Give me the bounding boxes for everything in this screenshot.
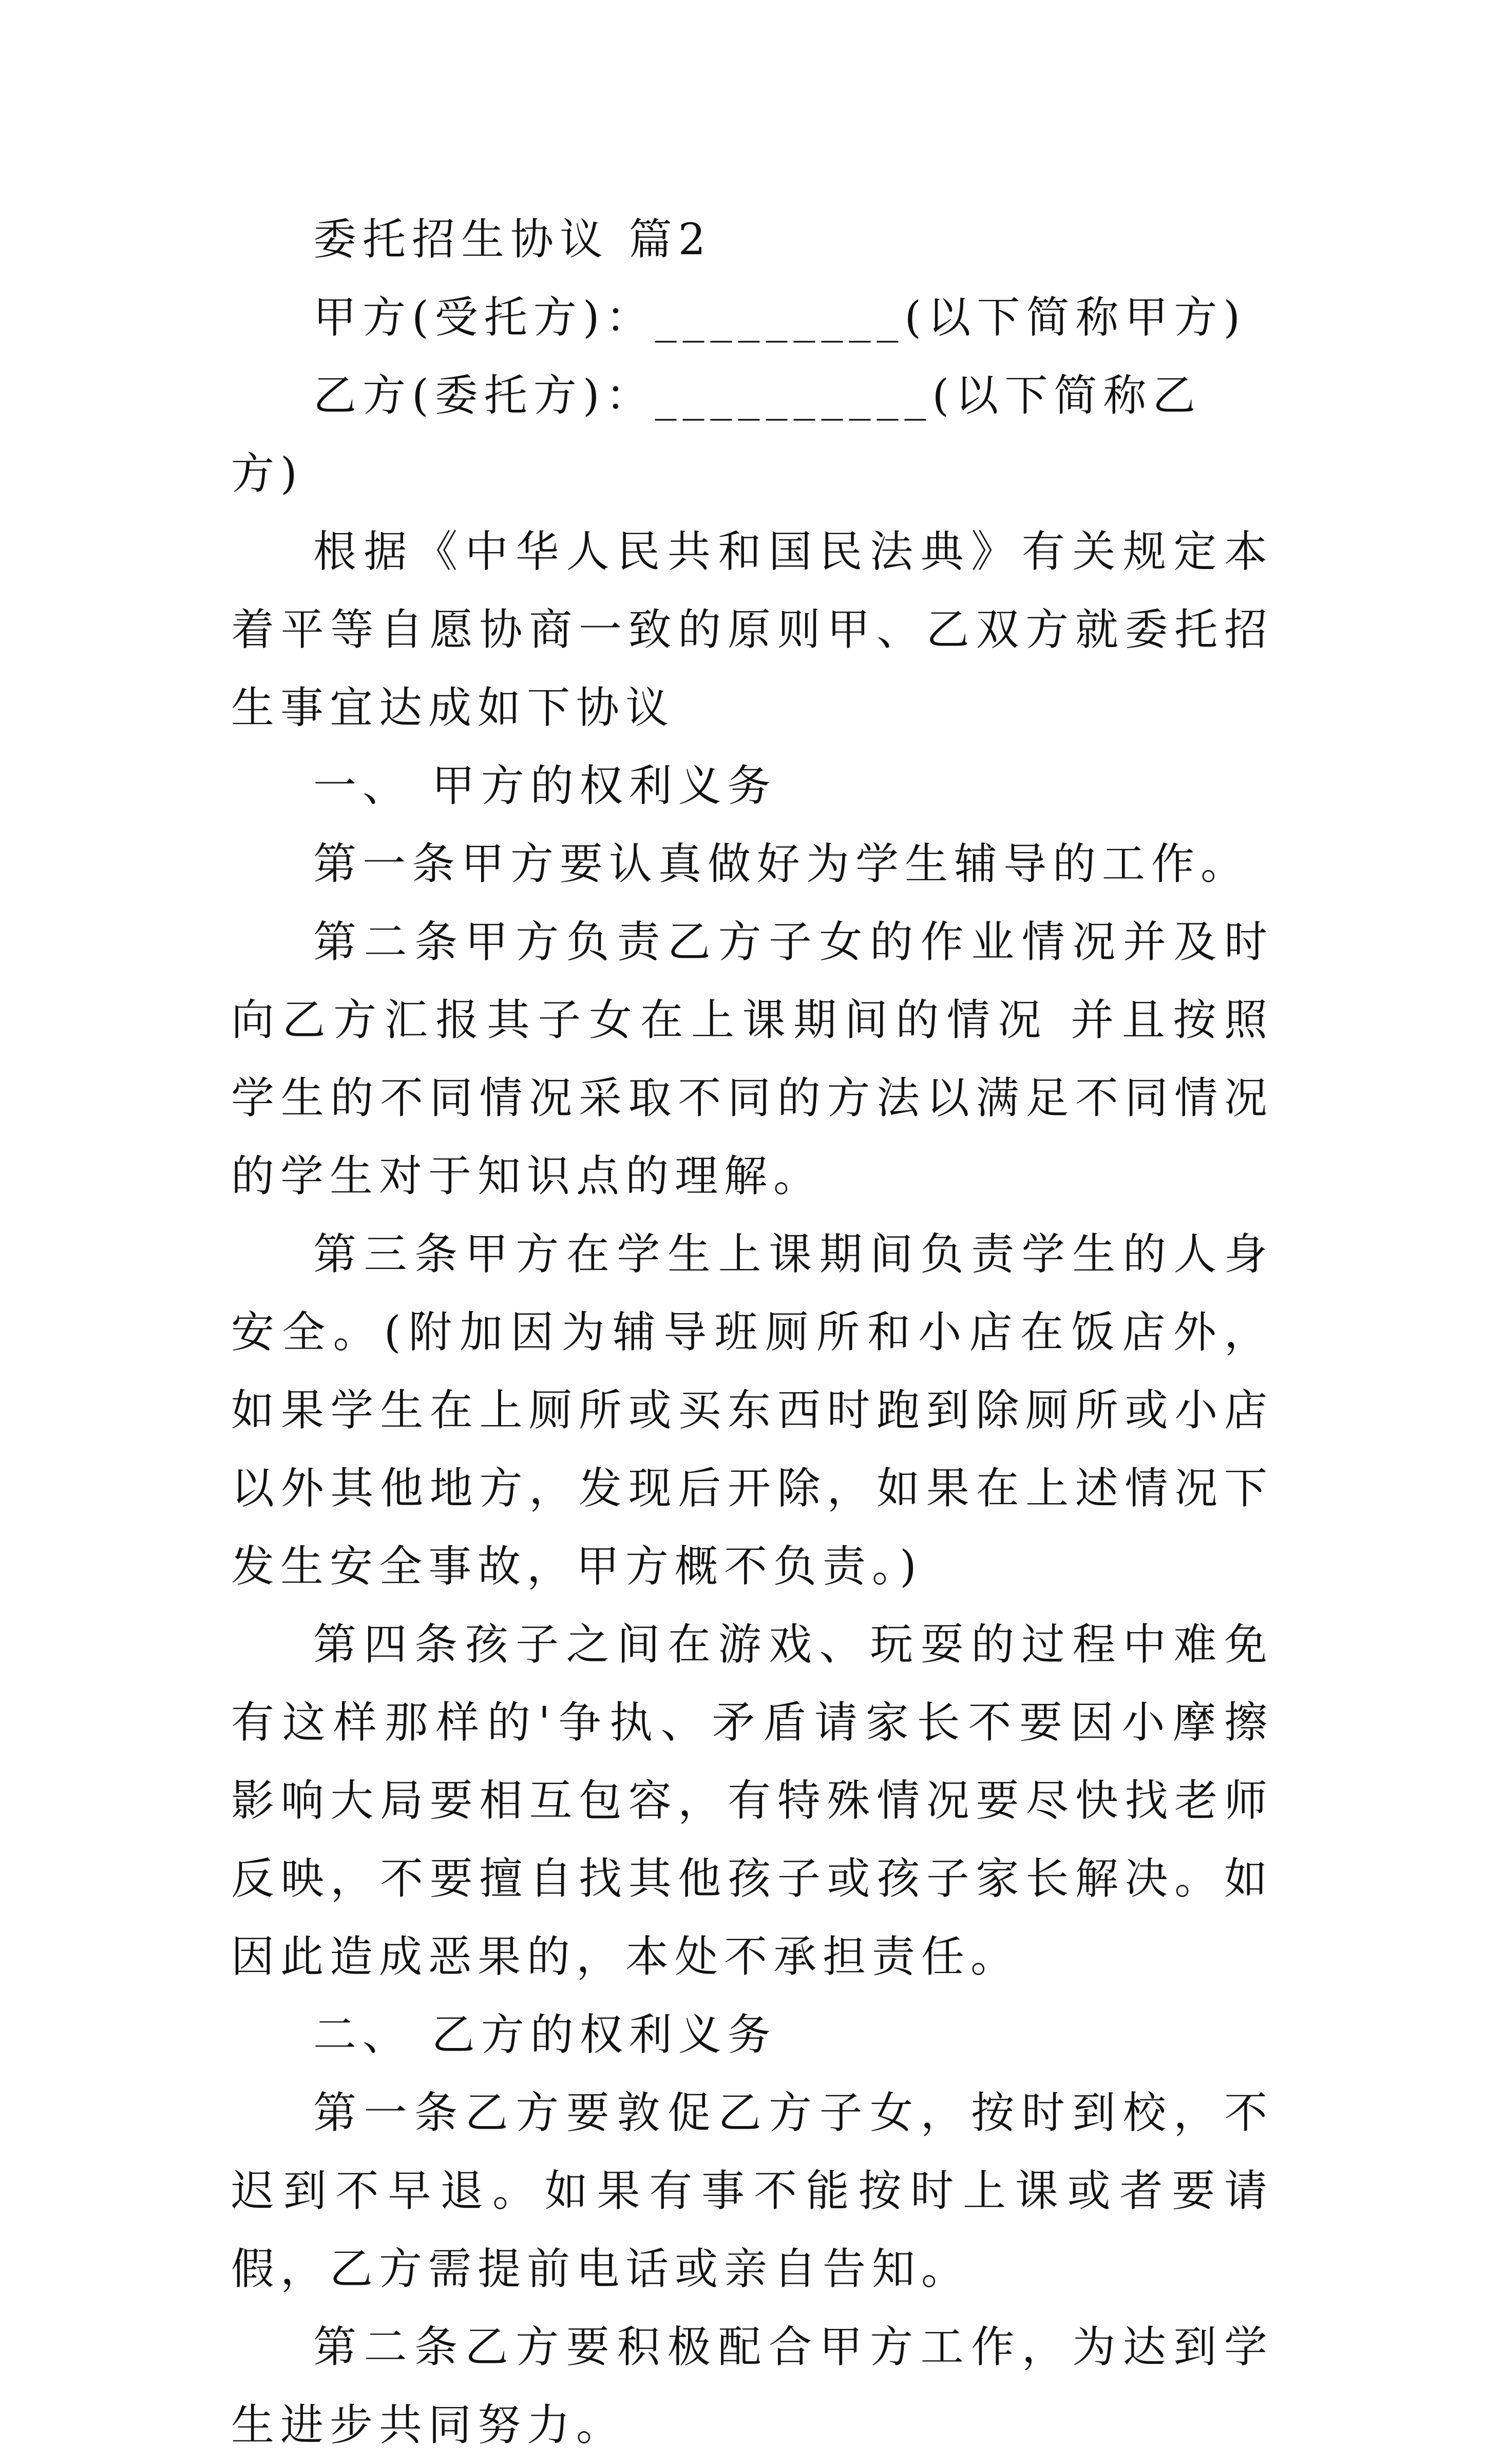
- party-a-line: 甲方(受托方)：_________(以下简称甲方): [313, 292, 1247, 343]
- section-1-article-4: 第四条孩子之间在游戏、玩耍的过程中难免有这样那样的'争执、矛盾请家长不要因小摩擦影响大局要相互包容，有特殊情况要尽快找老师反映，不要擅自找其他孩子或孩子家长解决。如因此造成恶果的，本处不承担责任。: [231, 1619, 1273, 1982]
- section-1-article-3: 第三条甲方在学生上课期间负责学生的人身安全。(附加因为辅导班厕所和小店在饭店外，如果学生在上厕所或买东西时跑到除厕所或小店以外其他地方，发现后开除，如果在上述情况下发生安全事故，甲方概不负责。): [231, 1229, 1273, 1591]
- section-1-article-1: 第一条甲方要认真做好为学生辅导的工作。: [313, 839, 1250, 889]
- preamble-paragraph: 根据《中华人民共和国民法典》有关规定本着平等自愿协商一致的原则甲、乙双方就委托招生事宜达成如下协议: [231, 526, 1273, 733]
- section-2-article-1: 第一条乙方要敦促乙方子女，按时到校，不迟到不早退。如果有事不能按时上课或者要请假，乙方需提前电话或亲自告知。: [231, 2088, 1273, 2294]
- section-2-heading: 二、 乙方的权利义务: [313, 2010, 777, 2060]
- section-1-heading: 一、 甲方的权利义务: [313, 761, 777, 811]
- document-title: 委托招生协议 篇2: [313, 214, 712, 264]
- section-1-article-2: 第二条甲方负责乙方子女的作业情况并及时向乙方汇报其子女在上课期间的情况 并且按照学生的不同情况采取不同的方法以满足不同情况的学生对于知识点的理解。: [231, 917, 1273, 1201]
- document-page: [231, 200, 1273, 2464]
- party-b-line: 乙方(委托方)：__________(以下简称乙方): [231, 370, 1202, 499]
- section-2-article-2: 第二条乙方要积极配合甲方工作，为达到学生进步共同努力。: [231, 2322, 1273, 2450]
